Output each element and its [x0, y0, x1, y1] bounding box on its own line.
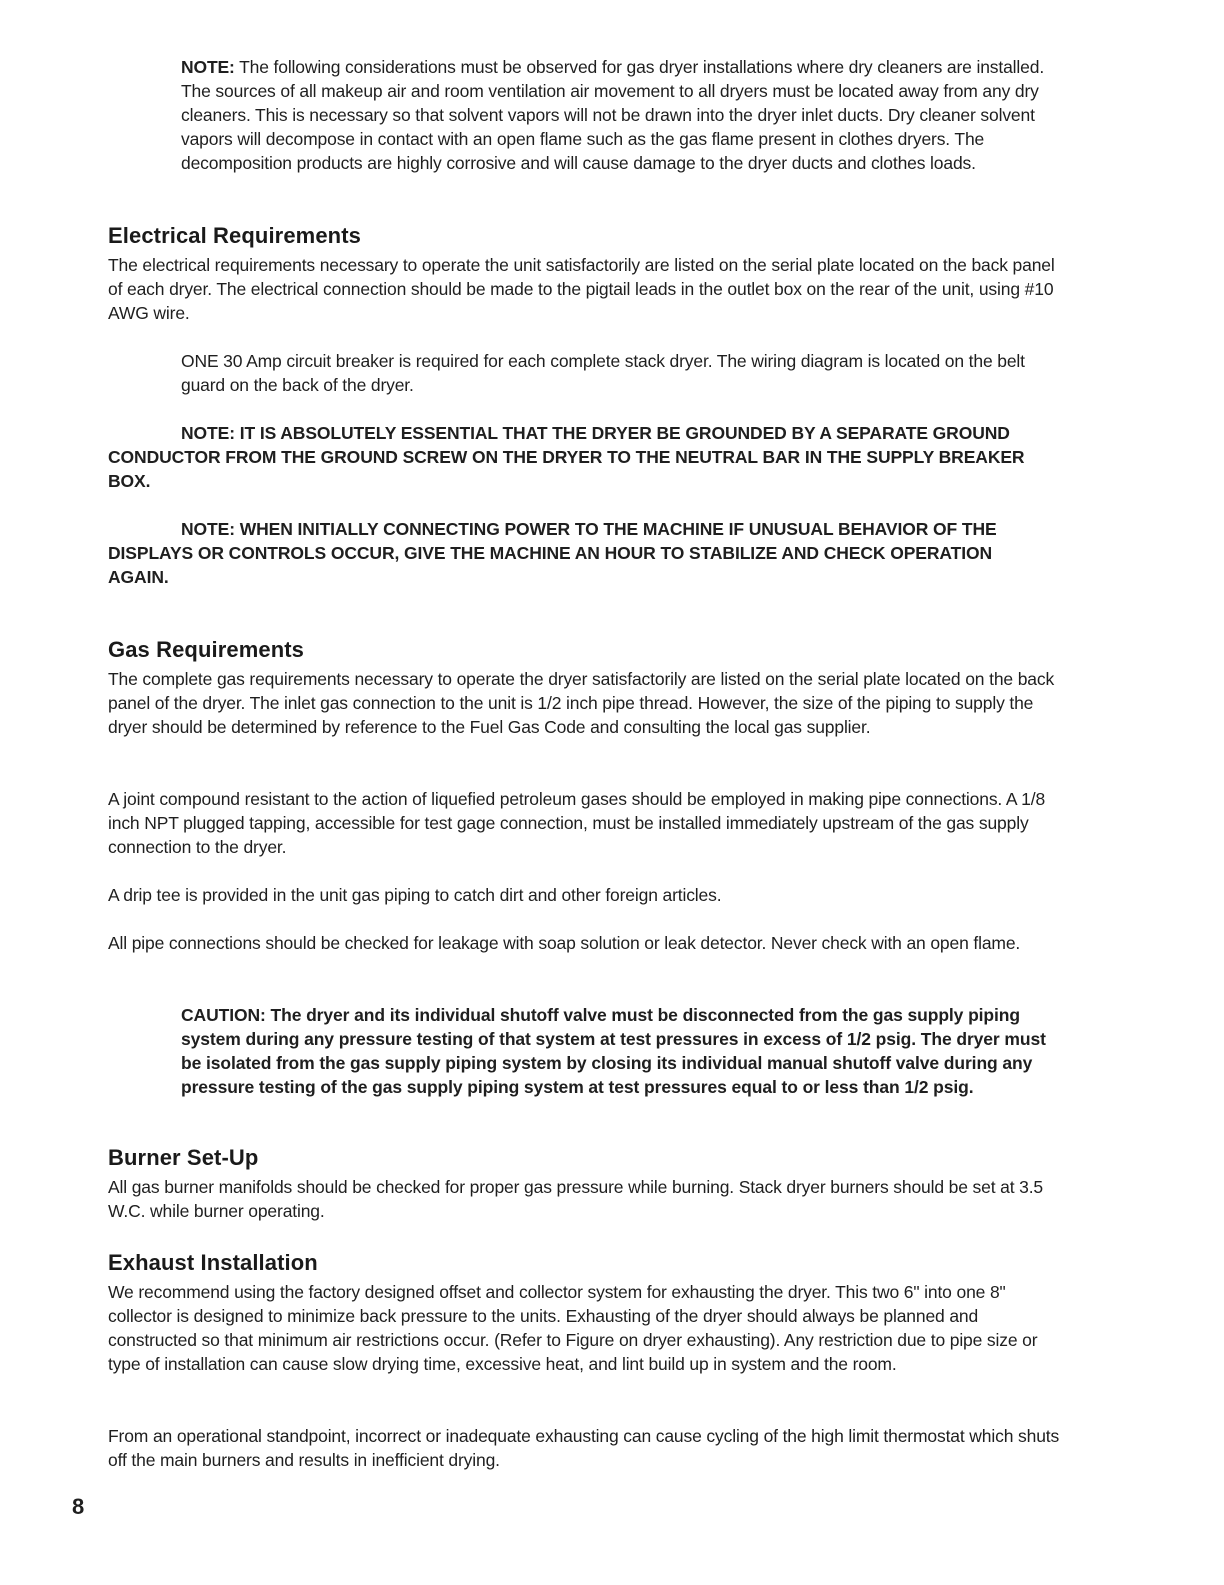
note-label: NOTE:	[181, 57, 235, 77]
electrical-intro-paragraph: The electrical requirements necessary to operate the unit satisfactorily are listed on the serial plate located on the back panel of each dryer. The electrical connection should be made to the pigtail leads in the outlet box on the rear of the unit, using #10 AWG wire.	[108, 255, 1055, 323]
grounding-note: NOTE: IT IS ABSOLUTELY ESSENTIAL THAT THE DRYER BE GROUNDED BY A SEPARATE GROUND CONDUCTOR FROM THE GROUND SCREW ON THE DRYER TO THE NEUTRAL BAR IN THE SUPPLY BREAKER BOX.	[108, 423, 1025, 491]
exhaust-operational-paragraph: From an operational standpoint, incorrect or inadequate exhausting can cause cycling of the high limit thermostat which shuts off the main burners and results in inefficient drying.	[108, 1426, 1060, 1470]
burner-setup-paragraph: All gas burner manifolds should be checked for proper gas pressure while burning. Stack dryer burners should be set at 3.5 W.C. while burner operating.	[108, 1177, 1044, 1221]
page-number: 8	[72, 1494, 85, 1519]
caution-note	[181, 1003, 1061, 1099]
circuit-breaker-paragraph: ONE 30 Amp circuit breaker is required for each complete stack dryer. The wiring diagram is located on the belt guard on the back of the dryer.	[181, 351, 1025, 395]
exhaust-installation-heading: Exhaust Installation	[108, 1250, 318, 1275]
electrical-requirements-heading: Electrical Requirements	[108, 223, 361, 248]
caution-label: CAUTION:	[181, 1005, 266, 1025]
gas-requirements-paragraph: The complete gas requirements necessary to operate the dryer satisfactorily are listed on the serial plate located on the back panel of the dryer. The inlet gas connection to the unit is 1/2 inch pipe thread. However, the size of the piping to supply the dryer should be determined by reference to the Fuel Gas Code and consulting the local gas supplier.	[108, 669, 1055, 737]
note-text: The following considerations must be observed for gas dryer installations where dry cleaners are installed. The sources of all makeup air and room ventilation air movement to all dryers must be located away from any dry cleaners. This is necessary so that solvent vapors will not be drawn into the dryer inlet ducts. Dry cleaner solvent vapors will decompose in contact with an open flame such as the gas flame present in clothes dryers. The decomposition products are highly corrosive and will cause damage to the dryer ducts and clothes loads.	[181, 57, 1045, 173]
leak-check-paragraph: All pipe connections should be checked for leakage with soap solution or leak detector. Never check with an open flame.	[108, 933, 1021, 953]
joint-compound-paragraph: A joint compound resistant to the action of liquefied petroleum gases should be employed in making pipe connections. A 1/8 inch NPT plugged tapping, accessible for test gage connection, must be installed immediately upstream of the gas supply connection to the dryer.	[108, 789, 1046, 857]
power-connection-note: NOTE: WHEN INITIALLY CONNECTING POWER TO THE MACHINE IF UNUSUAL BEHAVIOR OF THE DISPLAYS OR CONTROLS OCCUR, GIVE THE MACHINE AN HOUR TO STABILIZE AND CHECK OPERATION AGAIN.	[108, 519, 997, 587]
burner-setup-heading: Burner Set-Up	[108, 1145, 259, 1170]
caution-text: The dryer and its individual shutoff valve must be disconnected from the gas supply piping system during any pressure testing of that system at test pressures in excess of 1/2 psig. The dryer must be isolated from the gas supply piping system by closing its individual manual shutoff valve during any pressure testing of the gas supply piping system at test pressures equal to or less than 1/2 psig.	[181, 1005, 1046, 1097]
drip-tee-paragraph: A drip tee is provided in the unit gas piping to catch dirt and other foreign articles.	[108, 885, 722, 905]
gas-requirements-heading: Gas Requirements	[108, 637, 305, 662]
exhaust-recommendation-paragraph: We recommend using the factory designed offset and collector system for exhausting the dryer. This two 6" into one 8" collector is designed to minimize back pressure to the units. Exhausting of the dryer should always be planned and constructed so that minimum air restrictions occur. (Refer to Figure on dryer exhausting). Any restriction due to pipe size or type of installation can cause slow drying time, excessive heat, and lint build up in system and the room.	[108, 1282, 1038, 1374]
note-dry-cleaners	[181, 55, 1061, 175]
